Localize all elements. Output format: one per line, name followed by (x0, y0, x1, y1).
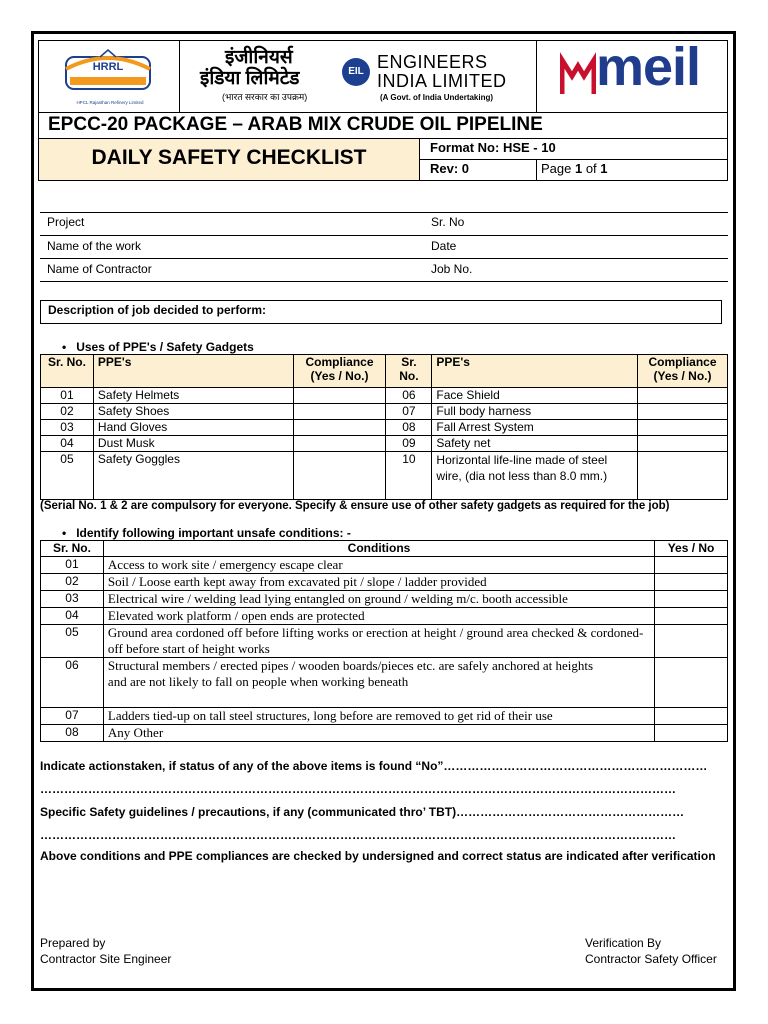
ppe-name: Full body harness (432, 404, 638, 420)
condition-sr: 08 (41, 725, 104, 742)
sr-no-label: Sr. No (431, 215, 465, 229)
info-line-1 (40, 212, 728, 213)
eil-hindi-subtitle: (भारत सरकार का उपक्रम) (222, 92, 308, 102)
condition-sr: 04 (41, 608, 104, 625)
ppe-compliance-cell[interactable] (638, 436, 728, 452)
conditions-table (40, 540, 728, 742)
doc-title: DAILY SAFETY CHECKLIST (91, 146, 367, 169)
eil-hindi-line2: इंडिया लिमिटेड (200, 68, 300, 89)
ppe-name: Safety Helmets (93, 388, 293, 404)
info-line-2 (40, 235, 728, 236)
ppe-compliance-cell[interactable] (293, 404, 386, 420)
verified-by-label: Verification By (585, 936, 662, 950)
page-current: 1 (574, 161, 583, 176)
condition-text: Structural members / erected pipes / wooden boards/pieces etc. are safely anchored at heights and are not likely to fall on people when working beneath (103, 658, 654, 708)
ppe-name: Dust Musk (93, 436, 293, 452)
eil-hindi-line1: इंजीनियर्स (225, 47, 293, 68)
ppe-compliance-cell[interactable] (293, 452, 386, 500)
table-row (41, 557, 728, 574)
table-row (41, 608, 728, 625)
table-row (41, 452, 728, 500)
ppe-compliance-cell[interactable] (293, 436, 386, 452)
prepared-by-role: Contractor Site Engineer (40, 952, 172, 966)
ppe-sr: 01 (41, 388, 94, 404)
table-row (41, 725, 728, 742)
eil-badge-text: EIL (348, 66, 364, 77)
table-row (41, 708, 728, 725)
condition-text: Any Other (103, 725, 654, 742)
ppe-name: Face Shield (432, 388, 638, 404)
info-line-3 (40, 258, 728, 259)
ppe-header-compliance-right: Compliance (Yes / No.) (638, 355, 728, 388)
conditions-bullet: • Identify following important unsafe conditions: - (62, 526, 351, 540)
conditions-header-sr: Sr. No. (41, 541, 104, 557)
ppe-name: Hand Gloves (93, 420, 293, 436)
condition-yn-cell[interactable] (655, 658, 728, 708)
table-row (41, 436, 728, 452)
ppe-sr: 02 (41, 404, 94, 420)
ppe-compliance-cell[interactable] (293, 420, 386, 436)
project-label: Project (47, 215, 85, 229)
condition-text: Access to work site / emergency escape clear (103, 557, 654, 574)
table-row (41, 388, 728, 404)
ppe-name: Safety Shoes (93, 404, 293, 420)
project-title: EPCC-20 PACKAGE – ARAB MIX CRUDE OIL PIPELINE (48, 114, 543, 135)
condition-yn-cell[interactable] (655, 574, 728, 591)
info-line-4 (40, 281, 728, 282)
table-row (41, 591, 728, 608)
table-row (41, 420, 728, 436)
table-row (41, 658, 728, 708)
table-row (41, 574, 728, 591)
hrrl-subtitle: HPCL Rajasthan Refinery Limited (76, 100, 144, 105)
eil-en-line2: INDIA LIMITED (377, 71, 507, 91)
page-prefix: Page (541, 161, 575, 176)
condition-sr: 07 (41, 708, 104, 725)
condition-text: Ladders tied-up on tall steel structures, long before are removed to get rid of their use (103, 708, 654, 725)
conditions-header-cond: Conditions (103, 541, 654, 557)
condition-sr: 03 (41, 591, 104, 608)
name-of-contractor-label: Name of Contractor (47, 262, 152, 276)
ppe-compliance-cell[interactable] (638, 388, 728, 404)
condition-sr: 06 (41, 658, 104, 708)
condition-yn-cell[interactable] (655, 708, 728, 725)
ppe-header-compliance-left: Compliance (Yes / No.) (293, 355, 386, 388)
ppe-sr: 10 (386, 452, 432, 500)
condition-text: Soil / Loose earth kept away from excavated pit / slope / ladder provided (103, 574, 654, 591)
description-label: Description of job decided to perform: (48, 303, 267, 317)
hrrl-logo (60, 47, 156, 99)
condition-yn-cell[interactable] (655, 608, 728, 625)
ppe-table (40, 354, 728, 500)
date-label: Date (431, 239, 457, 253)
condition-text: Elevated work platform / open ends are protected (103, 608, 654, 625)
ppe-name: Safety Goggles (93, 452, 293, 500)
hrrl-logo-text: HRRL (92, 61, 124, 73)
condition-sr: 01 (41, 557, 104, 574)
ppe-bullet: • Uses of PPE's / Safety Gadgets (62, 340, 254, 354)
ppe-sr: 06 (386, 388, 432, 404)
condition-text: Electrical wire / welding lead lying entangled on ground / welding m/c. booth accessible (103, 591, 654, 608)
ppe-sr: 08 (386, 420, 432, 436)
page-total: 1 (600, 161, 608, 176)
verified-by-role: Contractor Safety Officer (585, 952, 717, 966)
ppe-header-name-right: PPE's (432, 355, 638, 388)
actions-dotted-line[interactable]: …………………………………………………………………………………………………………………………………………… (40, 782, 676, 796)
job-no-label: Job No. (431, 262, 473, 276)
ppe-compliance-cell[interactable] (638, 404, 728, 420)
ppe-header-sr-right: Sr. No. (386, 355, 432, 388)
ppe-name: Fall Arrest System (432, 420, 638, 436)
condition-yn-cell[interactable] (655, 625, 728, 658)
ppe-sr: 07 (386, 404, 432, 420)
ppe-header-name-left: PPE's (93, 355, 293, 388)
verification-statement: Above conditions and PPE compliances are checked by undersigned and correct status are indicated after verification (40, 849, 716, 863)
format-no: Format No: HSE - 10 (430, 140, 556, 155)
ppe-note: (Serial No. 1 & 2 are compulsory for everyone. Specify & ensure use of other safety gadgets as required for the job) (40, 500, 670, 512)
eil-en-subtitle: (A Govt. of India Undertaking) (380, 93, 494, 102)
conditions-header-yn: Yes / No (655, 541, 728, 557)
ppe-compliance-cell[interactable] (638, 420, 728, 436)
condition-text: Ground area cordoned off before lifting works or erection at height / ground area checked & cordoned-off before start of height works (103, 625, 654, 658)
rev: Rev: 0 (430, 161, 470, 176)
condition-yn-cell[interactable] (655, 591, 728, 608)
meil-logo-icon (560, 52, 596, 98)
condition-yn-cell[interactable] (655, 557, 728, 574)
page-of: of (582, 161, 601, 176)
name-of-work-label: Name of the work (47, 239, 142, 253)
ppe-bullet-text: Uses of PPE's / Safety Gadgets (76, 340, 254, 354)
guidelines-dotted-line[interactable]: …………………………………………………………………………………………………………………………………………… (40, 828, 676, 842)
ppe-name: Horizontal life-line made of steel wire, (dia not less than 8.0 mm.) (432, 452, 638, 500)
ppe-sr: 04 (41, 436, 94, 452)
ppe-sr: 03 (41, 420, 94, 436)
condition-yn-cell[interactable] (655, 725, 728, 742)
ppe-header-sr-left: Sr. No. (41, 355, 94, 388)
meil-logo-text: meil (596, 37, 701, 97)
actions-taken-line[interactable]: Indicate actionstaken, if status of any of the above items is found “No”………………………………………………………… (40, 759, 708, 773)
guidelines-line[interactable]: Specific Safety guidelines / precautions, if any (communicated thro’ TBT)………………………………………………… (40, 805, 685, 819)
ppe-sr: 09 (386, 436, 432, 452)
conditions-bullet-text: Identify following important unsafe conditions: - (76, 526, 351, 540)
page-number (541, 161, 608, 176)
ppe-compliance-cell[interactable] (638, 452, 728, 500)
ppe-sr: 05 (41, 452, 94, 500)
eil-en-line1: ENGINEERS (377, 52, 488, 72)
table-row (41, 404, 728, 420)
ppe-compliance-cell[interactable] (293, 388, 386, 404)
eil-badge-icon (342, 58, 370, 86)
condition-sr: 02 (41, 574, 104, 591)
ppe-name: Safety net (432, 436, 638, 452)
condition-sr: 05 (41, 625, 104, 658)
table-row (41, 625, 728, 658)
prepared-by-label: Prepared by (40, 936, 106, 950)
